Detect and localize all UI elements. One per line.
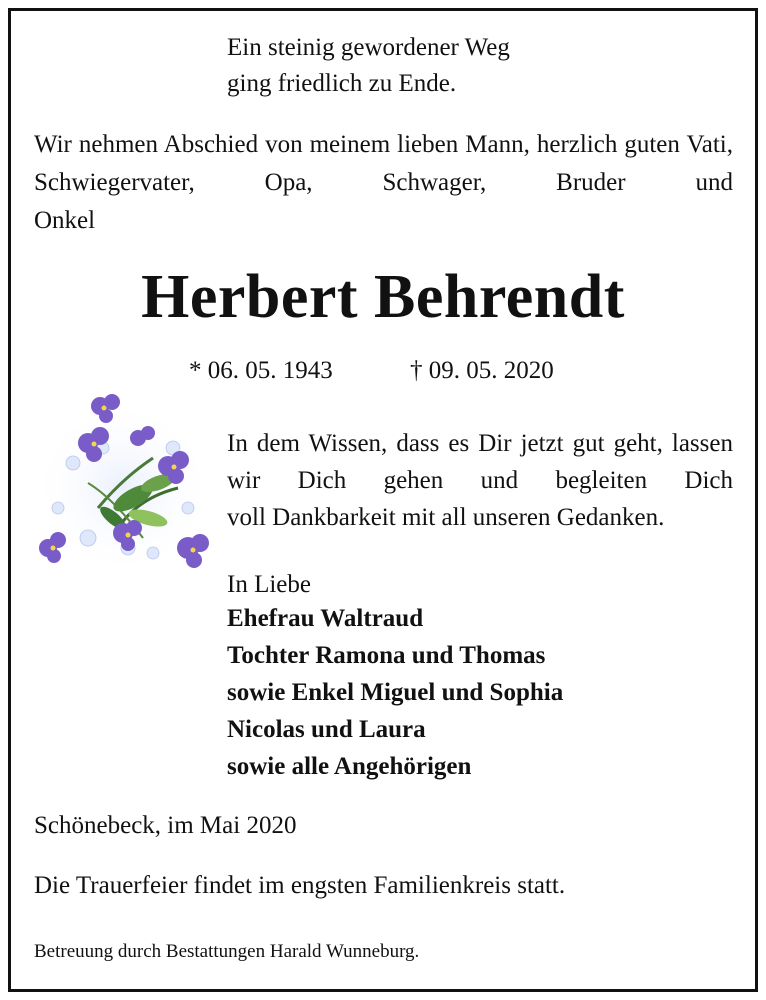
family-member: sowie alle Angehörigen — [227, 753, 472, 780]
family-member: sowie Enkel Miguel und Sophia — [227, 679, 564, 706]
birth-date: * 06. 05. 1943 — [189, 357, 333, 384]
verse-line-2: ging friedlich zu Ende. — [227, 70, 457, 97]
intro-text-last-line: Onkel — [34, 207, 96, 234]
intro-text: Wir nehmen Abschied von meinem lieben Mann, herzlich guten Vati, Schwiegervater, Opa, Schwager, Bruder und — [34, 131, 733, 196]
family-member: Nicolas und Laura — [227, 716, 426, 743]
family-list — [227, 600, 563, 785]
family-member: Ehefrau Waltraud — [227, 605, 424, 632]
death-date: † 09. 05. 2020 — [410, 357, 554, 384]
message-text-last-line: voll Dankbarkeit mit all unseren Gedanken. — [227, 504, 665, 531]
verse-line-1: Ein steinig gewordener Weg — [227, 34, 510, 61]
flower-bouquet-icon — [28, 388, 218, 583]
funeral-home-note: Betreuung durch Bestattungen Harald Wunneburg. — [34, 941, 420, 962]
verse — [227, 30, 510, 102]
message-text: In dem Wissen, dass es Dir jetzt gut geht, lassen wir Dich gehen und begleiten Dich — [227, 430, 733, 494]
signoff: In Liebe — [227, 571, 311, 598]
family-member: Tochter Ramona und Thomas — [227, 642, 546, 669]
ceremony-note: Die Trauerfeier findet im engsten Familienkreis statt. — [34, 872, 566, 899]
place-date: Schönebeck, im Mai 2020 — [34, 812, 297, 839]
deceased-name: Herbert Behrendt — [141, 263, 625, 331]
